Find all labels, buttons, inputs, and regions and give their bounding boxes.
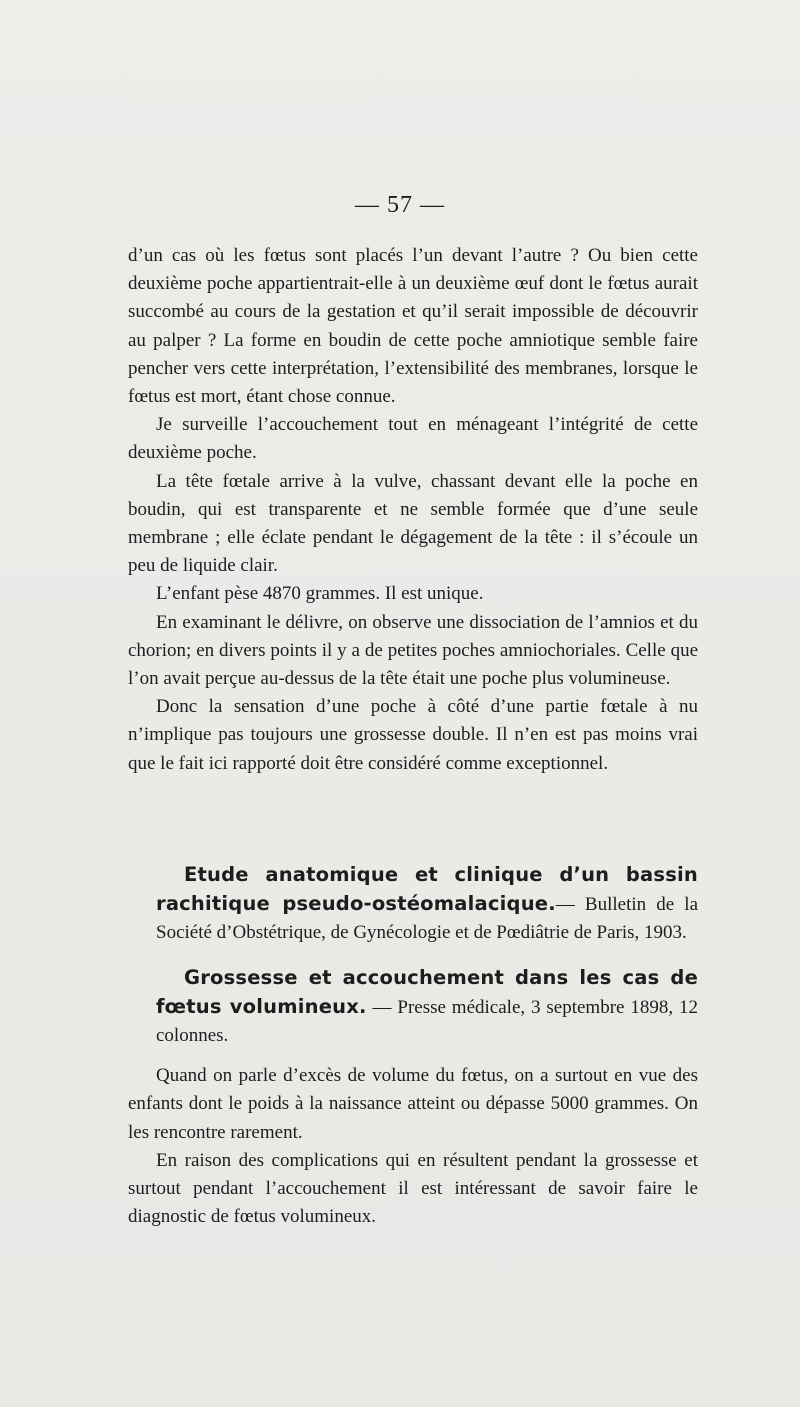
paragraph: Je surveille l’accouchement tout en ménageant l’intégrité de cette deuxième poche. [128, 414, 698, 464]
entry-details: — Presse médicale, 3 septembre 1898, 12 colonnes. [156, 996, 698, 1047]
bibliography-section [128, 861, 698, 1231]
bibliography-entry [128, 964, 698, 1051]
entry-title: Grossesse et accouchement dans les cas de fœtus volumineux. [156, 965, 698, 1018]
bibliography-entry [128, 861, 698, 948]
paragraph: d’un cas où les fœtus sont placés l’un devant l’autre ? Ou bien cette deuxième poche appartientrait-elle à un deuxième œuf dont le fœtus aurait succombé au cours de la gestation et qu’il serait impossible de découvrir au palper ? La forme en boudin de cette poche amniotique semble faire pencher vers cette interprétation, l’extensibilité des membranes, lorsque le fœtus est mort, étant chose connue. [128, 245, 698, 408]
entry-details: — Bulletin de la Société d’Obstétrique, de Gynécologie et de Pœdiâtrie de Paris, 1903. [156, 894, 698, 944]
paragraph: L’enfant pèse 4870 grammes. Il est unique. [156, 583, 484, 605]
paragraph: Quand on parle d’excès de volume du fœtus, on a surtout en vue des enfants dont le poids à la naissance atteint ou dépasse 5000 grammes. On les rencontre rarement. [128, 1065, 698, 1143]
entry-title: Etude anatomique et clinique d’un bassin rachitique pseudo-ostéomalacique. [156, 863, 698, 916]
page-number: — 57 — [355, 192, 445, 218]
paragraph: En raison des complications qui en résultent pendant la grossesse et surtout pendant l’accouchement il est intéressant de savoir faire le diagnostic de fœtus volumineux. [128, 1149, 698, 1228]
paragraph: En examinant le délivre, on observe une dissociation de l’amnios et du chorion; en divers points il y a de petites poches amniochoriales. Celle que l’on avait perçue au-dessus de la tête était une poche plus volumineuse. [128, 611, 698, 690]
paragraph: La tête fœtale arrive à la vulve, chassant devant elle la poche en boudin, qui est transparente et ne semble formée que d’une seule membrane ; elle éclate pendant le dégagement de la tête : il s’écoule un peu de liquide clair. [128, 470, 698, 577]
case-report-text [128, 242, 698, 778]
paragraph: Donc la sensation d’une poche à côté d’une partie fœtale à nu n’implique pas toujours une grossesse double. Il n’en est pas moins vrai que le fait ici rapporté doit être considéré comme exceptionnel. [128, 696, 698, 774]
